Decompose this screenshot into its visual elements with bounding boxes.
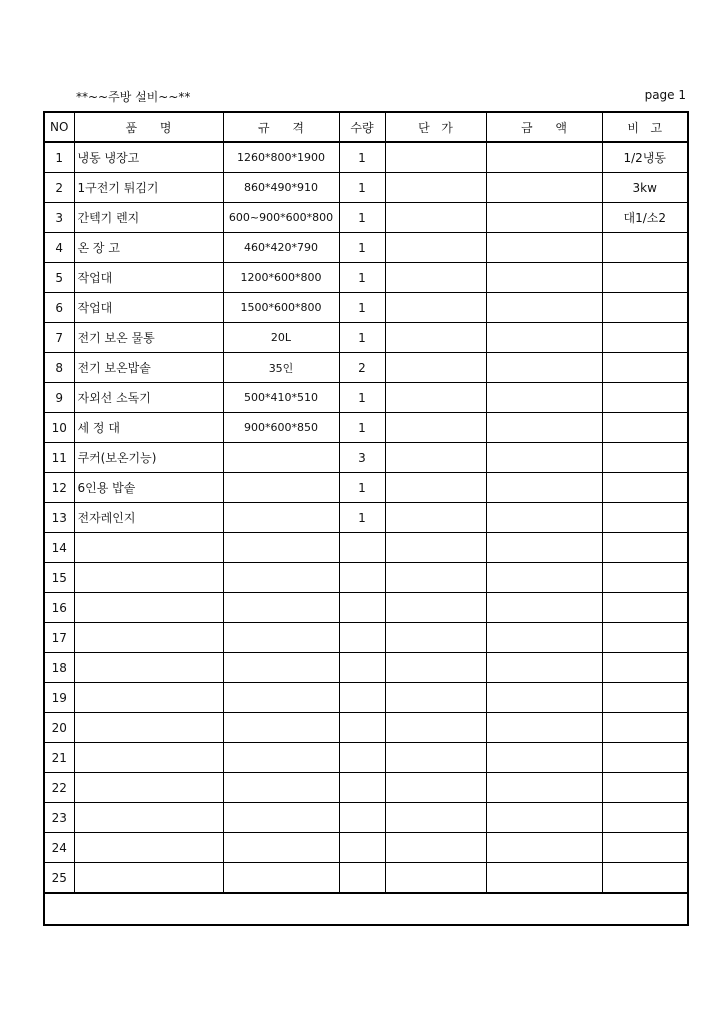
row-amount [486,803,602,833]
table-row [44,653,688,683]
row-spec: 1260*800*1900 [223,142,339,173]
table-row [44,503,688,533]
row-note [602,443,688,473]
row-note [602,713,688,743]
page-number: page 1 [644,88,686,102]
row-qty: 1 [339,263,385,293]
row-spec [223,773,339,803]
row-item-name [74,623,223,653]
row-item-name [74,653,223,683]
row-no: 15 [44,563,74,593]
row-amount [486,353,602,383]
row-amount [486,593,602,623]
table-row [44,713,688,743]
row-item-name: 간텍기 렌지 [74,203,223,233]
row-note [602,593,688,623]
row-spec: 20L [223,323,339,353]
row-spec [223,443,339,473]
row-unit-price [385,803,486,833]
row-qty: 1 [339,173,385,203]
footer-row [44,893,688,925]
row-note [602,683,688,713]
row-no: 11 [44,443,74,473]
row-no: 14 [44,533,74,563]
row-qty [339,743,385,773]
row-unit-price [385,533,486,563]
row-no: 2 [44,173,74,203]
table-row [44,803,688,833]
row-spec [223,473,339,503]
row-unit-price [385,503,486,533]
col-header-spec: 규 격 [223,112,339,142]
row-amount [486,142,602,173]
row-spec [223,653,339,683]
row-no: 6 [44,293,74,323]
table-row [44,142,688,173]
row-no: 9 [44,383,74,413]
row-amount [486,413,602,443]
row-qty: 1 [339,293,385,323]
row-no: 4 [44,233,74,263]
row-qty [339,563,385,593]
row-spec: 1200*600*800 [223,263,339,293]
row-note [602,833,688,863]
row-note [602,773,688,803]
header-row [44,112,688,142]
row-note [602,383,688,413]
col-header-name: 품 명 [74,112,223,142]
row-unit-price [385,593,486,623]
col-header-qty: 수량 [339,112,385,142]
row-unit-price [385,142,486,173]
row-unit-price [385,383,486,413]
row-spec [223,743,339,773]
row-unit-price [385,683,486,713]
table-row [44,773,688,803]
row-spec [223,683,339,713]
row-amount [486,173,602,203]
row-note [602,353,688,383]
row-qty: 3 [339,443,385,473]
row-qty [339,593,385,623]
row-item-name [74,533,223,563]
row-unit-price [385,293,486,323]
row-qty [339,683,385,713]
row-note [602,263,688,293]
table-row [44,473,688,503]
row-unit-price [385,773,486,803]
row-unit-price [385,173,486,203]
row-amount [486,863,602,894]
table-row [44,173,688,203]
row-unit-price [385,833,486,863]
row-item-name: 쿠커(보온기능) [74,443,223,473]
row-note [602,653,688,683]
table-row [44,353,688,383]
table-row [44,533,688,563]
row-unit-price [385,263,486,293]
row-qty: 1 [339,473,385,503]
row-item-name [74,713,223,743]
row-amount [486,203,602,233]
row-amount [486,773,602,803]
row-spec [223,833,339,863]
row-amount [486,683,602,713]
row-note [602,743,688,773]
row-item-name [74,563,223,593]
table-row [44,563,688,593]
table-row [44,683,688,713]
row-amount [486,323,602,353]
row-no: 7 [44,323,74,353]
row-amount [486,503,602,533]
row-amount [486,833,602,863]
row-spec: 1500*600*800 [223,293,339,323]
row-amount [486,473,602,503]
row-unit-price [385,443,486,473]
row-qty [339,713,385,743]
row-unit-price [385,653,486,683]
col-header-amount: 금 액 [486,112,602,142]
row-spec [223,533,339,563]
row-item-name: 자외선 소독기 [74,383,223,413]
row-amount [486,653,602,683]
footer-cell [44,893,688,925]
row-unit-price [385,323,486,353]
row-item-name [74,773,223,803]
row-spec: 860*490*910 [223,173,339,203]
table-row [44,593,688,623]
row-unit-price [385,233,486,263]
col-header-note: 비 고 [602,112,688,142]
row-note [602,323,688,353]
row-item-name [74,833,223,863]
row-no: 20 [44,713,74,743]
row-amount [486,533,602,563]
row-qty: 1 [339,383,385,413]
table-row [44,233,688,263]
col-header-no: NO [44,112,74,142]
row-note [602,533,688,563]
row-note [602,293,688,323]
row-item-name: 6인용 밥솥 [74,473,223,503]
table-row [44,833,688,863]
row-spec: 900*600*850 [223,413,339,443]
row-item-name [74,593,223,623]
row-amount [486,743,602,773]
row-spec [223,713,339,743]
row-amount [486,713,602,743]
row-no: 18 [44,653,74,683]
row-note: 1/2냉동 [602,142,688,173]
row-unit-price [385,203,486,233]
row-spec [223,863,339,894]
row-spec [223,503,339,533]
row-note [602,473,688,503]
row-spec: 460*420*790 [223,233,339,263]
row-item-name: 1구전기 튀김기 [74,173,223,203]
row-amount [486,263,602,293]
row-spec [223,623,339,653]
row-unit-price [385,413,486,443]
row-item-name: 작업대 [74,263,223,293]
row-amount [486,443,602,473]
row-qty: 1 [339,503,385,533]
row-note [602,563,688,593]
row-unit-price [385,563,486,593]
row-item-name: 작업대 [74,293,223,323]
row-spec: 35인 [223,353,339,383]
row-qty: 1 [339,323,385,353]
row-no: 13 [44,503,74,533]
row-item-name: 냉동 냉장고 [74,142,223,173]
row-item-name [74,683,223,713]
table-row [44,863,688,894]
row-qty [339,653,385,683]
row-note [602,413,688,443]
row-note: 3kw [602,173,688,203]
row-qty: 1 [339,203,385,233]
row-item-name [74,863,223,894]
row-item-name: 전자레인지 [74,503,223,533]
row-qty [339,623,385,653]
row-no: 21 [44,743,74,773]
row-no: 8 [44,353,74,383]
row-no: 23 [44,803,74,833]
row-no: 5 [44,263,74,293]
row-note [602,233,688,263]
table-row [44,263,688,293]
row-item-name: 온 장 고 [74,233,223,263]
row-no: 16 [44,593,74,623]
table-row [44,203,688,233]
row-note [602,863,688,894]
row-no: 17 [44,623,74,653]
row-no: 10 [44,413,74,443]
col-header-unit-price: 단 가 [385,112,486,142]
row-spec [223,593,339,623]
row-qty [339,833,385,863]
row-item-name: 전기 보온밥솥 [74,353,223,383]
row-unit-price [385,353,486,383]
equipment-table [43,111,689,926]
table-row [44,413,688,443]
table-row [44,743,688,773]
table-row [44,443,688,473]
row-qty: 1 [339,142,385,173]
row-qty [339,863,385,894]
row-qty [339,533,385,563]
row-qty: 1 [339,413,385,443]
row-amount [486,233,602,263]
row-spec: 500*410*510 [223,383,339,413]
row-spec: 600~900*600*800 [223,203,339,233]
row-amount [486,293,602,323]
row-qty [339,803,385,833]
row-item-name: 전기 보온 물통 [74,323,223,353]
row-spec [223,803,339,833]
table-row [44,383,688,413]
row-no: 22 [44,773,74,803]
row-no: 24 [44,833,74,863]
row-item-name: 세 정 대 [74,413,223,443]
document-title: **~~주방 설비~~** [76,90,191,104]
row-no: 3 [44,203,74,233]
table-row [44,623,688,653]
row-spec [223,563,339,593]
row-note [602,623,688,653]
table-row [44,293,688,323]
row-amount [486,383,602,413]
row-qty: 2 [339,353,385,383]
row-note: 대1/소2 [602,203,688,233]
table-body [44,142,688,893]
row-unit-price [385,473,486,503]
row-unit-price [385,713,486,743]
row-item-name [74,743,223,773]
row-amount [486,563,602,593]
row-no: 12 [44,473,74,503]
row-note [602,503,688,533]
row-note [602,803,688,833]
row-qty [339,773,385,803]
row-qty: 1 [339,233,385,263]
table-row [44,323,688,353]
row-unit-price [385,623,486,653]
row-amount [486,623,602,653]
row-item-name [74,803,223,833]
row-unit-price [385,743,486,773]
row-no: 19 [44,683,74,713]
row-no: 25 [44,863,74,894]
row-no: 1 [44,142,74,173]
row-unit-price [385,863,486,894]
